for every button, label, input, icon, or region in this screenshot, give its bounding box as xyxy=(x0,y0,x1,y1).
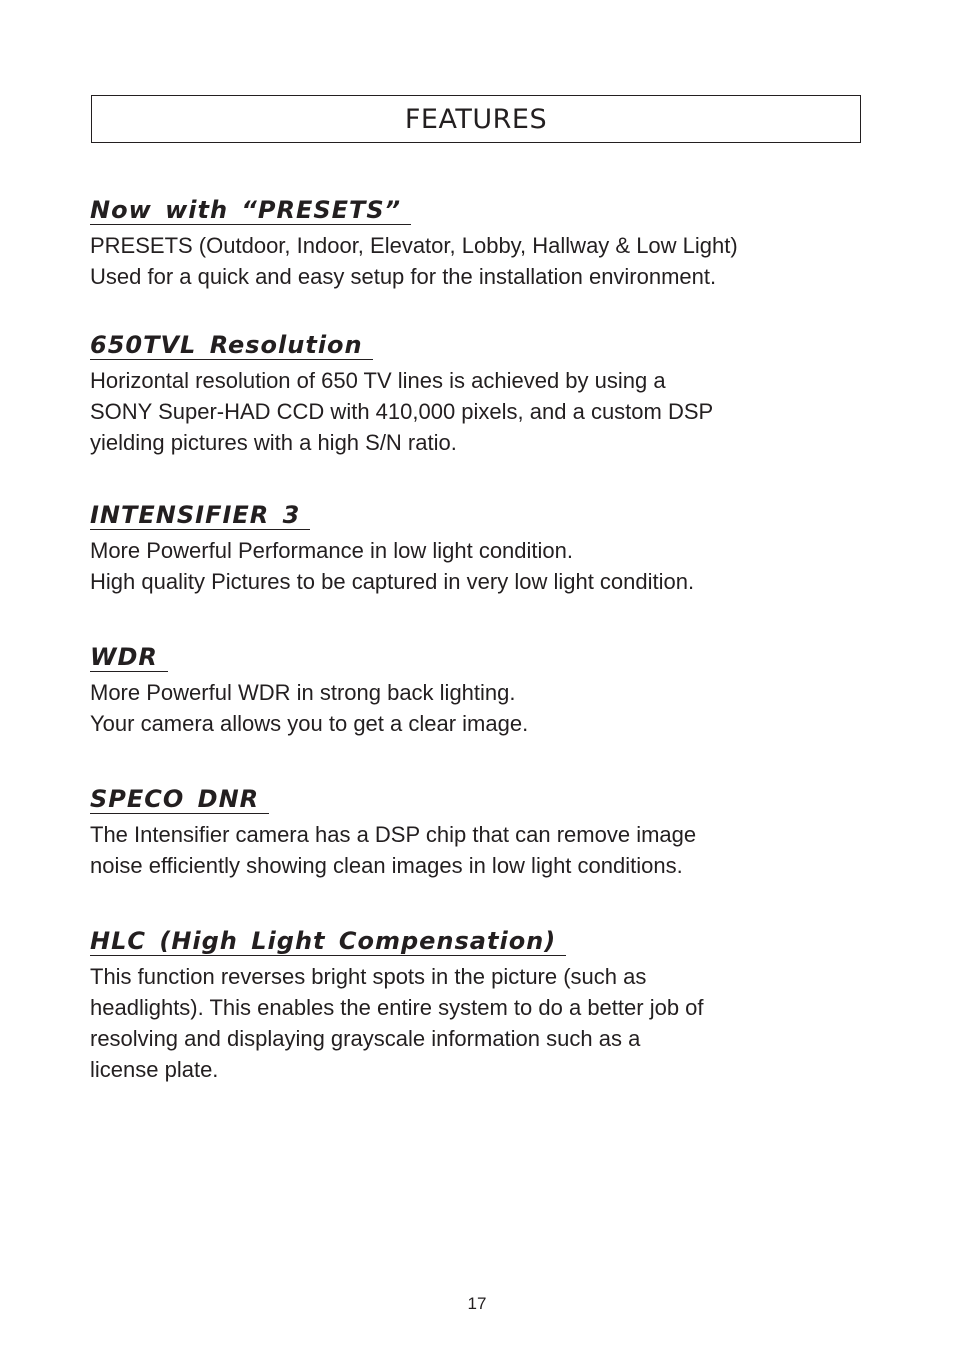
body-line: This function reverses bright spots in the picture (such as xyxy=(90,964,647,989)
section-heading: WDR xyxy=(90,643,168,672)
page-title-box xyxy=(91,95,861,143)
section-body xyxy=(90,535,870,597)
body-line: license plate. xyxy=(90,1057,219,1082)
body-line: Horizontal resolution of 650 TV lines is achieved by using a xyxy=(90,368,666,393)
body-line: headlights). This enables the entire system to do a better job of xyxy=(90,995,704,1020)
section-dnr xyxy=(90,785,870,881)
body-line: More Powerful WDR in strong back lighting. xyxy=(90,680,516,705)
body-line: More Powerful Performance in low light condition. xyxy=(90,538,574,563)
section-heading: 650TVL Resolution xyxy=(90,331,373,360)
section-presets xyxy=(90,196,870,292)
section-intensifier xyxy=(90,501,870,597)
section-body xyxy=(90,365,870,458)
section-body xyxy=(90,819,870,881)
section-heading: HLC (High Light Compensation) xyxy=(90,927,566,956)
body-line: Your camera allows you to get a clear image. xyxy=(90,711,529,736)
body-line: Used for a quick and easy setup for the installation environment. xyxy=(90,264,717,289)
body-line: resolving and displaying grayscale information such as a xyxy=(90,1026,641,1051)
body-line: yielding pictures with a high S/N ratio. xyxy=(90,430,457,455)
body-line: PRESETS (Outdoor, Indoor, Elevator, Lobby, Hallway & Low Light) xyxy=(90,233,738,258)
section-body xyxy=(90,230,870,292)
body-line: The Intensifier camera has a DSP chip that can remove image xyxy=(90,822,697,847)
section-wdr xyxy=(90,643,870,739)
body-line: SONY Super-HAD CCD with 410,000 pixels, and a custom DSP xyxy=(90,399,714,424)
body-line: noise efficiently showing clean images in low light conditions. xyxy=(90,853,683,878)
body-line: High quality Pictures to be captured in very low light condition. xyxy=(90,569,695,594)
section-resolution xyxy=(90,331,870,458)
section-heading: SPECO DNR xyxy=(90,785,269,814)
section-body xyxy=(90,961,870,1085)
section-heading: INTENSIFIER 3 xyxy=(90,501,310,530)
section-body xyxy=(90,677,870,739)
section-heading: Now with “PRESETS” xyxy=(90,196,411,225)
page-title: FEATURES xyxy=(404,103,548,135)
section-hlc xyxy=(90,927,870,1085)
page-number: 17 xyxy=(467,1294,487,1313)
